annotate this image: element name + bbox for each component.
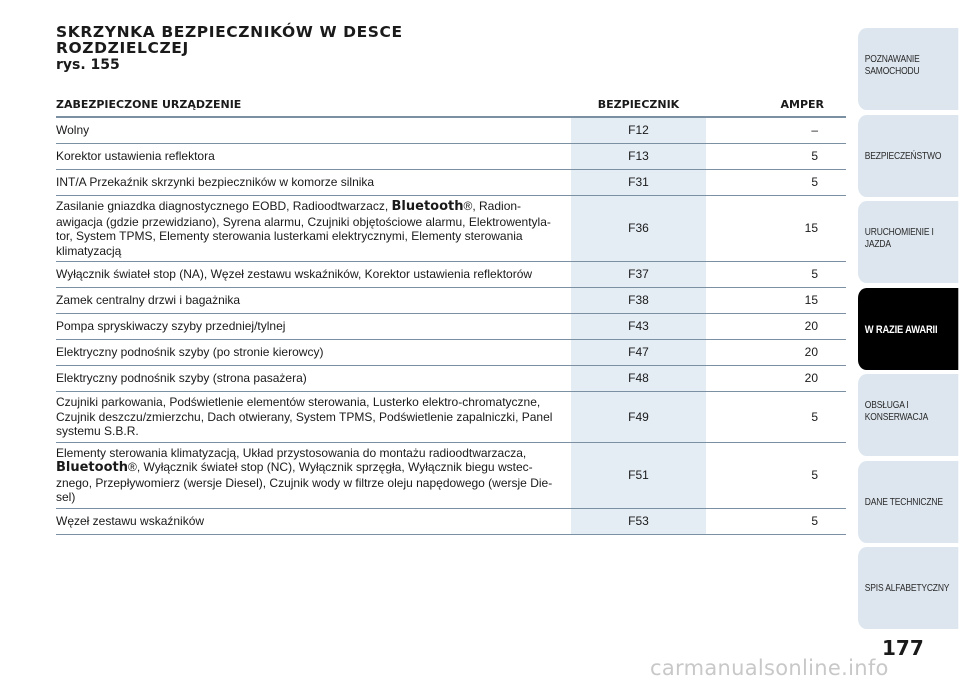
column-header-device: ZABEZPIECZONE URZĄDZENIE: [56, 92, 563, 117]
table-row: [56, 262, 846, 288]
fuse-table-body: [56, 117, 846, 534]
chapter-tab-label: KONSERWACJA: [864, 412, 929, 423]
chapter-tab-label: DANE TECHNICZNE: [864, 496, 943, 508]
fuse-cell: F48: [571, 366, 706, 392]
fuse-cell: F53: [571, 508, 706, 534]
chapter-tab-label: POZNAWANIE: [864, 54, 920, 65]
page-title-line1: SKRZYNKA BEZPIECZNIKÓW W DESCE: [56, 23, 403, 41]
device-cell: Węzeł zestawu wskaźników: [56, 508, 563, 534]
table-row: [56, 508, 846, 534]
column-header-amp: AMPER: [714, 92, 846, 117]
title-block: [56, 24, 536, 74]
chapter-tab[interactable]: [858, 374, 958, 456]
device-cell: Wolny: [56, 117, 563, 144]
device-cell: Pompa spryskiwaczy szyby przedniej/tylnej: [56, 314, 563, 340]
amp-cell: 20: [714, 314, 846, 340]
fuse-cell: F43: [571, 314, 706, 340]
table-row: [56, 117, 846, 144]
table-row: [56, 392, 846, 443]
amp-cell: 5: [714, 392, 846, 443]
device-text: ®, Radion-awigacja (gdzie przewidziano), Syrena alarmu, Czujniki objętościowe alarmu, Elektrowentyla-tor, System TPMS, Elementy sterowania lusterkami elektrycznymi, Elementy sterowania klimatyzacją: [56, 199, 551, 258]
page-title-line2: ROZDZIELCZEJ: [56, 39, 189, 57]
fuse-cell: F36: [571, 196, 706, 262]
amp-cell: 5: [714, 262, 846, 288]
bluetooth-brand: Bluetooth: [391, 199, 464, 214]
amp-cell: 15: [714, 196, 846, 262]
table-header-row: [56, 92, 846, 117]
bluetooth-brand: Bluetooth: [56, 460, 128, 475]
amp-cell: 5: [714, 144, 846, 170]
chapter-tab[interactable]: [858, 461, 958, 543]
chapter-tab-label: SAMOCHODU: [864, 66, 920, 77]
device-text: Zasilanie gniazdka diagnostycznego EOBD, Radioodtwarzacz,: [56, 199, 392, 213]
fuse-cell: F13: [571, 144, 706, 170]
chapter-tab-label: SPIS ALFABETYCZNY: [864, 583, 950, 594]
fuse-table: [56, 92, 846, 535]
device-cell: Elektryczny podnośnik szyby (po stronie kierowcy): [56, 340, 563, 366]
table-row: [56, 196, 846, 262]
fuse-cell: F31: [571, 170, 706, 196]
device-cell: Elektryczny podnośnik szyby (strona pasażera): [56, 366, 563, 392]
amp-cell: 5: [714, 170, 846, 196]
chapter-tab-label: URUCHOMIENIE I: [864, 227, 934, 238]
table-row: [56, 340, 846, 366]
table-row: [56, 366, 846, 392]
figure-reference: rys. 155: [56, 57, 120, 73]
fuse-cell: F37: [571, 262, 706, 288]
table-row: [56, 288, 846, 314]
amp-cell: –: [714, 117, 846, 144]
table-row: [56, 314, 846, 340]
table-row: [56, 442, 846, 508]
amp-cell: 5: [714, 442, 846, 508]
chapter-tabs: [858, 28, 960, 634]
fuse-cell: F38: [571, 288, 706, 314]
device-cell: [56, 196, 563, 262]
chapter-tab[interactable]: [858, 115, 958, 197]
chapter-tab[interactable]: [858, 288, 958, 370]
chapter-tab[interactable]: [858, 201, 958, 283]
fuse-cell: F12: [571, 117, 706, 144]
chapter-tab-label: BEZPIECZEŃSTWO: [864, 150, 942, 162]
device-cell: Korektor ustawienia reflektora: [56, 144, 563, 170]
amp-cell: 5: [714, 508, 846, 534]
device-cell: [56, 442, 563, 508]
device-cell: Wyłącznik świateł stop (NA), Węzeł zestawu wskaźników, Korektor ustawienia reflektorów: [56, 262, 563, 288]
amp-cell: 15: [714, 288, 846, 314]
device-text: ®, Wyłącznik świateł stop (NC), Wyłącznik sprzęgła, Wyłącznik biegu wstec-znego, Przepływomierz (wersje Diesel), Czujnik wody w filtrze oleju napędowego (wersje Die-sel): [56, 460, 553, 504]
table-row: [56, 144, 846, 170]
fuse-cell: F49: [571, 392, 706, 443]
chapter-tab-label: W RAZIE AWARII: [864, 323, 938, 336]
column-header-fuse: BEZPIECZNIK: [571, 92, 706, 117]
device-cell: Czujniki parkowania, Podświetlenie elementów sterowania, Lusterko elektro-chromatyczne, Czujnik deszczu/zmierzchu, Dach otwierany, System TPMS, Podświetlenie zapalniczki, Panel systemu S.B.R.: [56, 392, 563, 443]
device-cell: INT/A Przekaźnik skrzynki bezpieczników w komorze silnika: [56, 170, 563, 196]
device-cell: Zamek centralny drzwi i bagażnika: [56, 288, 563, 314]
chapter-tab-label: JAZDA: [864, 239, 891, 250]
watermark: carmanualsonline.info: [650, 656, 889, 680]
table-row: [56, 170, 846, 196]
amp-cell: 20: [714, 366, 846, 392]
chapter-tab-label: OBSŁUGA I: [864, 400, 909, 411]
page-number: 177: [882, 636, 924, 660]
chapter-tab[interactable]: [858, 28, 958, 110]
fuse-cell: F47: [571, 340, 706, 366]
device-text: Elementy sterowania klimatyzacją, Układ przystosowania do montażu radioodtwarzacza,: [56, 445, 527, 460]
chapter-tab[interactable]: [858, 547, 958, 629]
amp-cell: 20: [714, 340, 846, 366]
fuse-cell: F51: [571, 442, 706, 508]
